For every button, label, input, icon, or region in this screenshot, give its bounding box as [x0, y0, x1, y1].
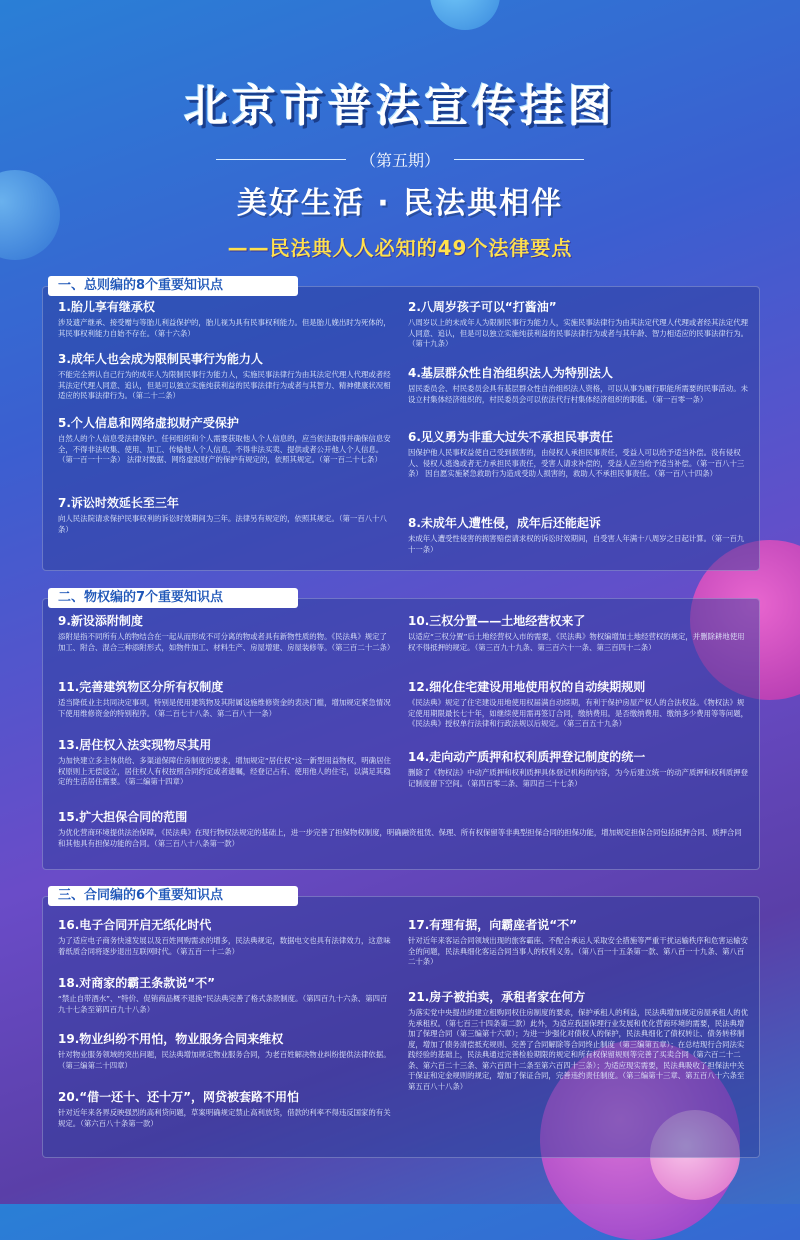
item-text: 为优化营商环境提供法治保障，《民法典》在现行物权法规定的基础上，进一步完善了担保物权制度，明确融资租赁、保理、所有权保留等非典型担保合同的担保功能，增加规定担保合同包括抵押合同、质押合同和其他具有担保功能的合同。（第三百八十八条第一款）: [58, 828, 742, 848]
knowledge-item: [408, 366, 748, 405]
item-title: 3.成年人也会成为限制民事行为能力人: [58, 352, 263, 366]
item-title: 7.诉讼时效延长至三年: [58, 496, 179, 510]
item-title: 19.物业纠纷不用怕，物业服务合同来维权: [58, 1032, 284, 1046]
poster-subtitle-secondary: ——民法典人人必知的49个法律要点: [227, 236, 573, 260]
knowledge-item: [58, 680, 393, 719]
knowledge-item: [408, 300, 748, 350]
item-text: 添附是指不同所有人的物结合在一起从而形成不可分离的物或者具有新物性质的物。《民法典》规定了加工、附合、混合三种添附形式，如物件加工、材料生产、房屋增建、房屋装修等。（第三百二十二条）: [58, 632, 395, 652]
knowledge-item: [408, 430, 748, 480]
poster-title: 北京市普法宣传挂图: [184, 81, 616, 132]
item-text: 为了适应电子商务快速发展以及百姓网购需求的增多，民法典规定，数据电文也具有法律效力，这意味着纸质合同将逐步退出互联网时代。（第五百一十二条）: [58, 936, 391, 956]
item-text: 八周岁以上的未成年人为限制民事行为能力人，实施民事法律行为由其法定代理人代理或者经其法定代理人同意、追认，但是可以独立实施纯获利益的民事法律行为或者与其年龄、智力相适应的民事法律行为。（第十九条）: [408, 318, 748, 348]
item-title: 12.细化住宅建设用地使用权的自动续期规则: [408, 680, 646, 694]
knowledge-item: [58, 918, 393, 957]
item-text: “禁止自带酒水”、“特价、促销商品概不退换”民法典完善了格式条款制度。（第四百九十六条、第四百九十七条至第四百九十八条）: [58, 994, 388, 1014]
knowledge-item: [408, 680, 748, 730]
item-title: 4.基层群众性自治组织法人为特别法人: [408, 366, 613, 380]
item-text: 为落实党中央提出的建立租购同权住房制度的要求，保护承租人的利益，民法典增加规定房屋承租人的优先承租权。（第七百三十四条第二款）此外，为适应我国保理行业发展和优化营商环境的需要，民法典增加了保理合同（第三编第十六章）；为进一步强化对债权人的保护，民法典细化了债权转让、债务转移制度，增加了债务清偿抵充规则、完善了合同解除等合同终止制度（第三编第五章）；在总结现行合同法实践经验的基础上，民法典通过完善检验期限的规定和所有权保留规则等完善了买卖合同（第六百二十二条、第六百二十三条、第六百四十二条至第六百四十三条）；为适应现实需要，民法典吸收了担保法中关于保证和定金规则的规定，增加了保证合同，完善违约责任制度。（第三编第十三章、第五百八十六条至第五百八十八条）: [408, 1008, 748, 1091]
knowledge-item: [408, 918, 748, 968]
item-title: 16.电子合同开启无纸化时代: [58, 918, 212, 932]
item-title: 1.胎儿享有继承权: [58, 300, 155, 314]
item-title: 11.完善建筑物区分所有权制度: [58, 680, 224, 694]
section-heading: 二、物权编的7个重要知识点: [48, 588, 298, 608]
item-title: 2.八周岁孩子可以“打酱油”: [408, 300, 557, 314]
item-title: 15.扩大担保合同的范围: [58, 810, 188, 824]
item-text: 删除了《物权法》中动产质押和权利质押具体登记机构的内容，为今后建立统一的动产质押和权利质押登记制度留下空间。（第四百零二条、第四百二十七条）: [408, 768, 748, 788]
item-title: 13.居住权入法实现物尽其用: [58, 738, 212, 752]
decor-bubble: [430, 0, 500, 30]
item-text: 以适应“三权分置”后土地经营权入市的需要，《民法典》物权编增加土地经营权的规定，并删除耕地使用权不得抵押的规定。（第三百九十九条、第三百六十一条、第三百四十二条）: [408, 632, 745, 652]
item-text: 针对近年来客运合同领域出现的旅客霸座、不配合承运人采取安全措施等严重干扰运输秩序和危害运输安全的问题，民法典细化客运合同当事人的权利义务。（第八百一十五条第一款、第八百一十九条、第八百二十条）: [408, 936, 748, 966]
item-title: 20.“借一还十、还十万”，网贷被套路不用怕: [58, 1090, 300, 1104]
divider: [454, 159, 584, 160]
knowledge-item: [408, 750, 748, 789]
knowledge-item: [58, 976, 393, 1015]
item-text: 适当降低业主共同决定事项，特别是使用建筑物及其附属设施维修资金的表决门槛，增加规定紧急情况下使用维修资金的特别程序。（第二百七十八条、第二百八十一条）: [58, 698, 391, 718]
divider: [216, 159, 346, 160]
knowledge-item: [58, 352, 393, 402]
knowledge-item: [408, 990, 748, 1092]
item-title: 8.未成年人遭性侵，成年后还能起诉: [408, 516, 601, 530]
item-text: 未成年人遭受性侵害的损害赔偿请求权的诉讼时效期间，自受害人年满十八周岁之日起计算。（第一百九十一条）: [408, 534, 745, 554]
section-heading: 一、总则编的8个重要知识点: [48, 276, 298, 296]
knowledge-item: [58, 810, 748, 849]
item-text: 为加快建立多主体供给、多渠道保障住房制度的要求，增加规定“居住权”这一新型用益物权，明确居住权原则上无偿设立，居住权人有权按照合同约定或者遗嘱，经登记占有、使用他人的住宅，以满足其稳定的生活居住需要。（第二编第十四章）: [58, 756, 391, 786]
item-text: 《民法典》规定了住宅建设用地使用权届满自动续期，有利于保护房屋产权人的合法权益。《物权法》规定使用期限最长七十年，如继续使用需再签订合同，缴纳费用。是否缴纳费用、缴纳多少费用等等问题，《民法典》授权单行法律和行政法规以后规定。（第三百五十九条）: [408, 698, 748, 728]
item-title: 14.走向动产质押和权利质押登记制度的统一: [408, 750, 646, 764]
knowledge-item: [408, 516, 748, 555]
item-title: 9.新设添附制度: [58, 614, 143, 628]
item-title: 17.有理有据，向霸座者说“不”: [408, 918, 578, 932]
knowledge-item: [58, 1032, 393, 1071]
item-text: 居民委员会、村民委员会具有基层群众性自治组织法人资格，可以从事为履行职能所需要的民事活动。未设立村集体经济组织的，村民委员会可以依法代行村集体经济组织的职能。（第一百零一条）: [408, 384, 748, 404]
item-text: 涉及遗产继承、接受赠与等胎儿利益保护的，胎儿视为具有民事权利能力。但是胎儿娩出时为死体的，其民事权利能力自始不存在。（第十六条）: [58, 318, 391, 338]
period-label: （第五期）: [359, 150, 440, 170]
knowledge-item: [408, 614, 748, 653]
item-text: 针对近年来各界反映强烈的高利贷问题，草案明确规定禁止高利放贷，借款的利率不得违反国家的有关规定。（第六百八十条第一款）: [58, 1108, 391, 1128]
knowledge-item: [58, 614, 393, 653]
knowledge-item: [58, 738, 393, 788]
item-text: 不能完全辨认自己行为的成年人为限制民事行为能力人，实施民事法律行为由其法定代理人代理或者经其法定代理人同意、追认，但是可以独立实施纯获利益的民事法律行为或者与其智力、精神健康状况相适应的民事法律行为。（第二十二条）: [58, 370, 391, 400]
poster-subtitle: 美好生活 · 民法典相伴: [236, 186, 564, 221]
item-title: 5.个人信息和网络虚拟财产受保护: [58, 416, 239, 430]
item-text: 针对物业服务领域的突出问题，民法典增加规定物业服务合同，为老百姓解决物业纠纷提供法律依据。（第三编第二十四章）: [58, 1050, 391, 1070]
knowledge-item: [58, 416, 393, 466]
knowledge-item: [58, 496, 393, 535]
item-title: 21.房子被拍卖，承租者家在何方: [408, 990, 586, 1004]
item-text: 向人民法院请求保护民事权利的诉讼时效期间为三年。法律另有规定的，依照其规定。（第一百八十八条）: [58, 514, 387, 534]
period-row: [0, 148, 800, 170]
section-heading: 三、合同编的6个重要知识点: [48, 886, 298, 906]
knowledge-item: [58, 1090, 393, 1129]
item-title: 10.三权分置——土地经营权来了: [408, 614, 586, 628]
item-title: 6.见义勇为非重大过失不承担民事责任: [408, 430, 613, 444]
item-text: 自然人的个人信息受法律保护。任何组织和个人需要获取他人个人信息的，应当依法取得并确保信息安全，不得非法收集、使用、加工、传输他人个人信息，不得非法买卖、提供或者公开他人个人信息。（第一百一十一条） 法律对数据、网络虚拟财产的保护有规定的，依照其规定。（第一百二十七条）: [58, 434, 391, 464]
item-title: 18.对商家的霸王条款说“不”: [58, 976, 216, 990]
item-text: 因保护他人民事权益使自己受到损害的，由侵权人承担民事责任，受益人可以给予适当补偿。没有侵权人、侵权人逃逸或者无力承担民事责任，受害人请求补偿的，受益人应当给予适当补偿。（第一百八十三条） 因自愿实施紧急救助行为造成受助人损害的，救助人不承担民事责任。（第一百八十四条）: [408, 448, 745, 478]
knowledge-item: [58, 300, 393, 339]
